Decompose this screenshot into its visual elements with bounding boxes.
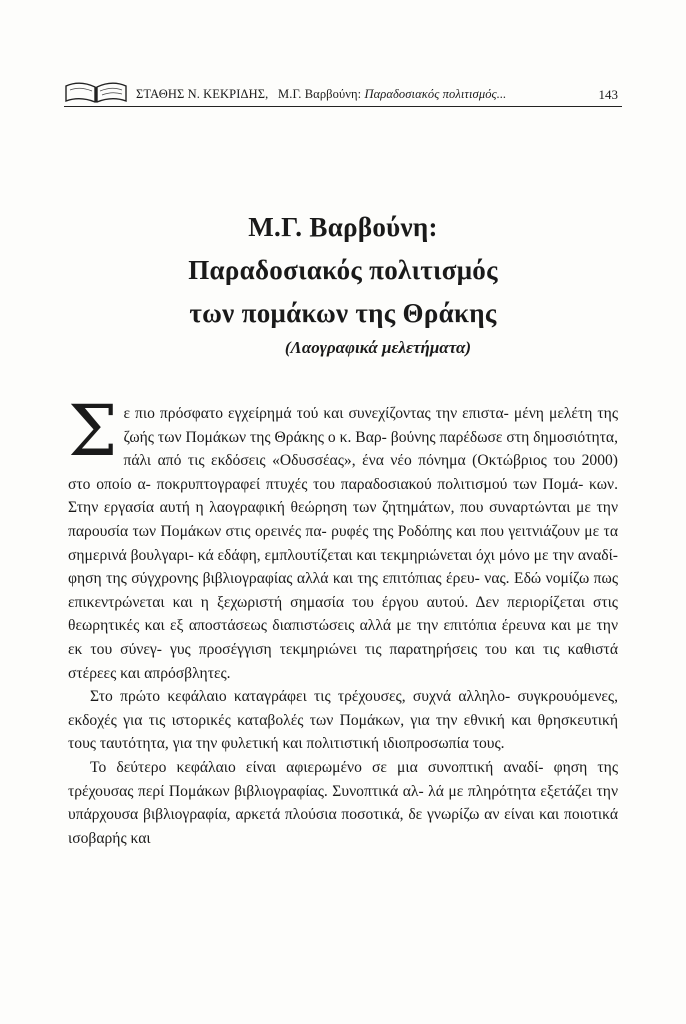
open-book-logo-icon [64, 78, 128, 104]
paragraph-2: Στο πρώτο κεφάλαιο καταγράφει τις τρέχουσες, συχνά αλληλο- συγκρουόμενες, εκδοχές για τις ιστορικές καταβολές των Πομάκων, για την εθνική και θρησκευτική τους ταυτότητα, για την φυλετική και πολιτιστική ιδιοπροσωπία τους. [68, 688, 618, 753]
subtitle: (Λαογραφικά μελετήματα) [284, 338, 472, 357]
article-title-block [0, 206, 686, 361]
title-line-3: των πομάκων της Θράκης [189, 298, 497, 328]
title-line-2: Παραδοσιακός πολιτισμός [188, 255, 498, 285]
title-line-1: Μ.Γ. Βαρβούνη: [248, 212, 438, 242]
page-number: 143 [598, 87, 618, 102]
running-head-book-author: Μ.Γ. Βαρβούνη: [278, 87, 362, 101]
drop-cap: Σ [68, 390, 118, 472]
running-head-author: ΣΤΑΘΗΣ Ν. ΚΕΚΡΙΔΗΣ, [136, 87, 269, 101]
running-head [64, 78, 622, 107]
running-head-book-title: Παραδοσιακός πολιτισμός... [364, 87, 507, 101]
running-head-text [136, 87, 506, 102]
paragraph-1 [68, 390, 618, 685]
paragraph-3: Το δεύτερο κεφάλαιο είναι αφιερωμένο σε μια συνοπτική αναδί- φηση της τρέχουσας περί Πομάκων βιβλιογραφίας. Συνοπτικά αλ- λά με πληρότητα εξετάζει την υπάρχουσα βιβλιογραφία, αρκετά πλούσια ποσοτικά, δε γνωρίζω αν είναι και ποιοτικά ισοβαρής και [68, 758, 618, 847]
body-text [68, 390, 618, 850]
paragraph-1-text: ε πιο πρόσφατο εγχείρημά τού και συνεχίζοντας την επιστα- μένη μελέτη της ζωής των Πομάκων της Θράκης ο κ. Βαρ- βούνης παρέδωσε στη δημοσιότητα, πάλι από τις εκδόσεις «Οδυσσέας», ένα νέο πόνημα (Οκτώβριος του 2000) στο οποίο α- ποκρυπτογραφεί πτυχές του παραδοσιακού πολιτισμού των Πομά- κων. Στην εργασία αυτή η λαογραφική θεώρηση των ζητημάτων, που συναρτώνται με την παρουσία των Πομάκων στις ορεινές πα- ρυφές της Ροδόπης και που γειτνιάζουν με τα σημερινά βουλγαρι- κά εδάφη, εμπλουτίζεται και τεκμηριώνεται όχι μόνο με την αναδί- φηση της σύγχρονης βιβλιογραφίας αλλά και της επιτόπιας έρευ- νας. Εδώ νομίζω πως επικεντρώνεται και η ξεχωριστή σημασία του έργου αυτού. Δεν περιορίζεται στις θεωρητικές και εξ αποστάσεως διαπιστώσεις αλλά με την επιτόπια έρευνα και με την εκ του σύνεγ- γυς προσέγγιση τεκμηριώνει τις παρατηρήσεις του και τις καθιστά στέρεες και απρόσβλητες. [68, 405, 618, 682]
